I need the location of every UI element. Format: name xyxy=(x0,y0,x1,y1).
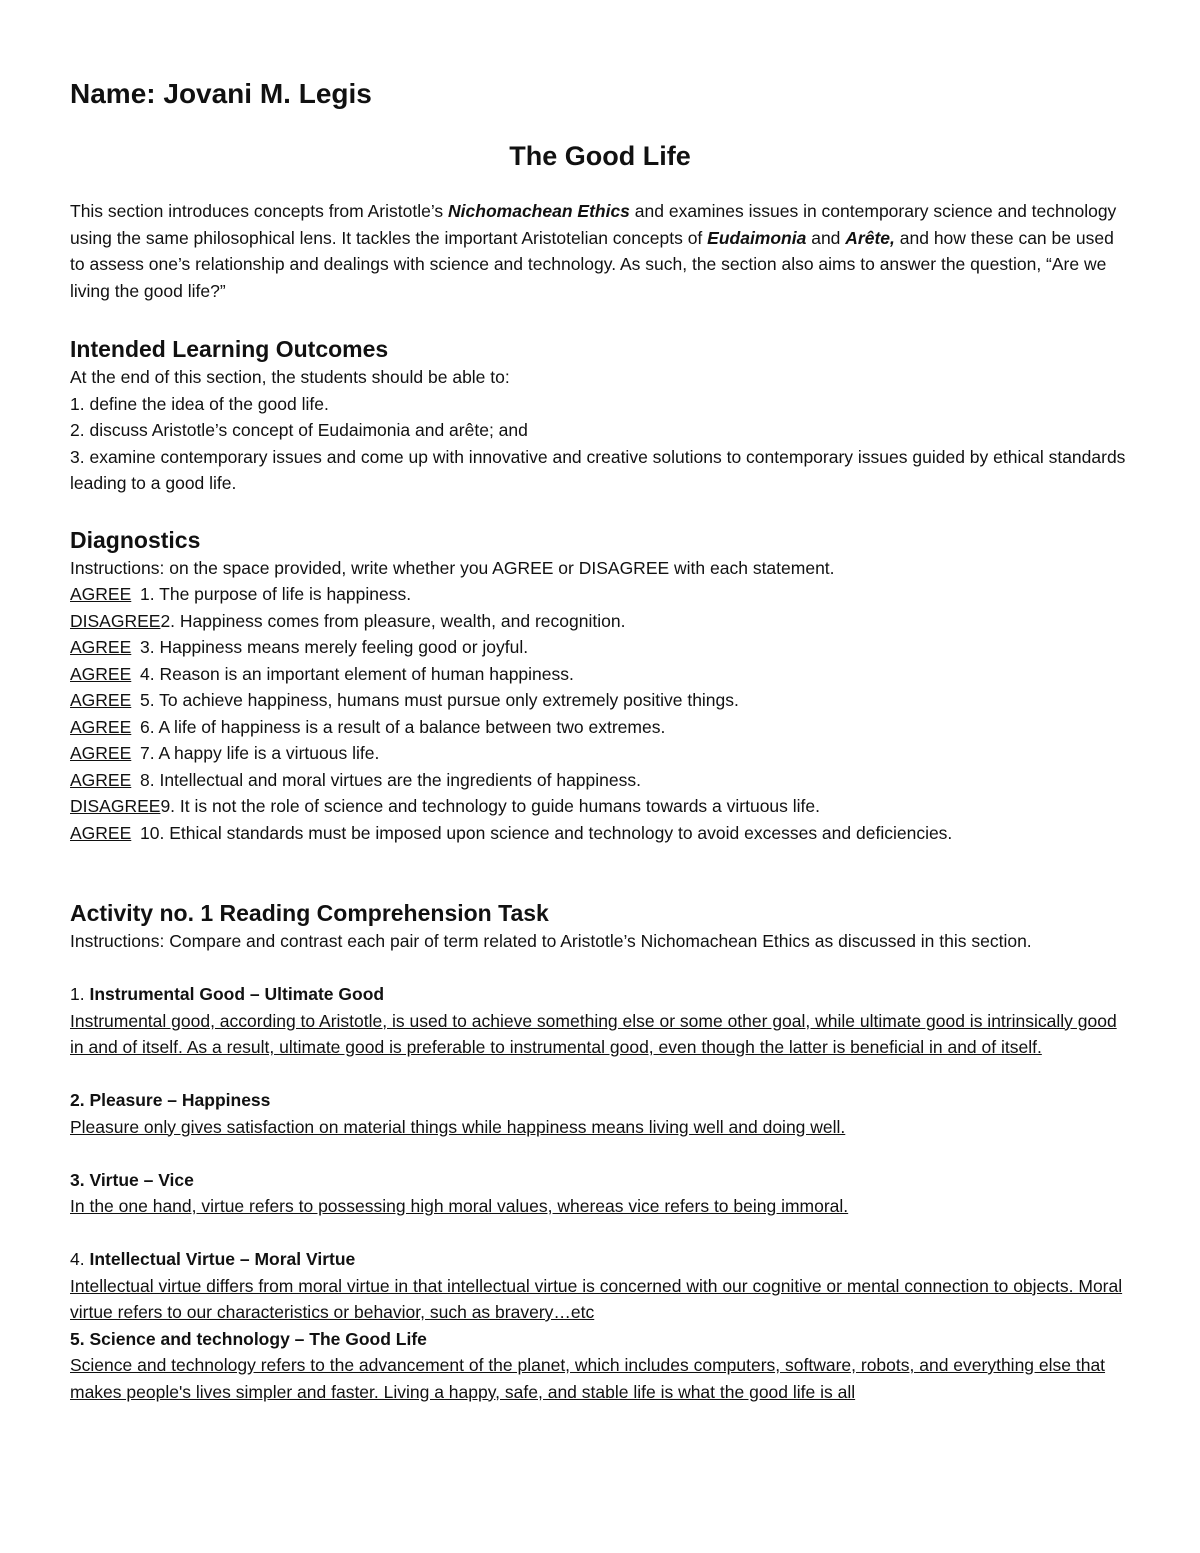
diagnostic-answer: AGREE xyxy=(70,716,132,737)
diagnostic-statement: 4. Reason is an important element of human happiness. xyxy=(140,663,574,684)
question-terms: Instrumental Good – Ultimate Good xyxy=(89,984,385,1004)
diagnostic-item xyxy=(70,793,1130,820)
outcomes-heading: Intended Learning Outcomes xyxy=(70,336,389,362)
activity-answer: Pleasure only gives satisfaction on material things while happiness means living well and doing well. xyxy=(70,1116,846,1137)
diagnostics-heading: Diagnostics xyxy=(70,526,201,553)
activity-heading: Activity no. 1 Reading Comprehension Task xyxy=(70,900,549,926)
diagnostic-answer: AGREE xyxy=(70,743,132,763)
diagnostic-statement: 10. Ethical standards must be imposed upon science and technology to avoid excesses and deficiencies. xyxy=(140,822,953,843)
spacer xyxy=(70,1061,1130,1088)
diagnostic-item xyxy=(70,661,1130,688)
student-name: Name: Jovani M. Legis xyxy=(70,78,372,109)
diagnostic-statement: 5. To achieve happiness, humans must pursue only extremely positive things. xyxy=(140,690,739,710)
spacer xyxy=(70,955,1130,982)
question-number: 3. xyxy=(70,1169,90,1190)
outcomes-lead: At the end of this section, the students should be able to: xyxy=(70,367,510,387)
outcome-item: 3. examine contemporary issues and come up with innovative and creative solutions to contemporary issues guided by ethical standards leading to a good life. xyxy=(70,446,1126,493)
outcomes-section xyxy=(70,334,1130,497)
diagnostic-item xyxy=(70,740,1130,767)
diagnostic-item xyxy=(70,634,1130,661)
question-number: 2. xyxy=(70,1090,90,1110)
diagnostic-answer: AGREE xyxy=(70,769,132,790)
activity-question xyxy=(70,1246,1130,1273)
document-title: The Good Life xyxy=(509,141,691,171)
intro-text-2: and examines issues in contemporary science and technology using the same philosophical lens. It tackles the important Aristotelian concepts of xyxy=(70,201,1117,248)
activity-answer: Science and technology refers to the advancement of the planet, which includes computers, software, robots, and everything else that makes people's lives simpler and faster. Living a happy, safe, and stable life is what the good life is all xyxy=(70,1355,1106,1402)
intro-paragraph xyxy=(70,198,1130,304)
activity-answer: Intellectual virtue differs from moral virtue in that intellectual virtue is concerned with our cognitive or mental connection to objects. Moral virtue refers to our characteristics or behavior, such as bravery…etc xyxy=(70,1275,1123,1322)
spacer xyxy=(70,1140,1130,1167)
diagnostic-item xyxy=(70,581,1130,608)
diagnostics-section xyxy=(70,525,1130,847)
intro-text-4: and how these can be used to assess one’s relationship and dealings with science and technology. As such, the section also aims to answer the question, “Are we living the good life?” xyxy=(70,227,1114,301)
outcome-item: 2. discuss Aristotle’s concept of Eudaimonia and arête; and xyxy=(70,420,528,440)
diagnostic-item xyxy=(70,687,1130,714)
question-terms: Virtue – Vice xyxy=(89,1169,194,1190)
diagnostic-answer: DISAGREE xyxy=(70,796,161,816)
diagnostic-answer: AGREE xyxy=(70,690,132,710)
activity-question xyxy=(70,1087,1130,1114)
diagnostic-answer: DISAGREE xyxy=(70,610,161,631)
outcome-item: 1. define the idea of the good life. xyxy=(70,393,329,414)
diagnostic-statement: 1. The purpose of life is happiness. xyxy=(140,584,412,604)
activity-list xyxy=(70,955,1130,1406)
question-terms: Pleasure – Happiness xyxy=(89,1090,271,1110)
question-number: 1. xyxy=(70,984,90,1004)
diagnostic-answer: AGREE xyxy=(70,637,132,657)
diagnostic-answer: AGREE xyxy=(70,822,132,843)
diagnostic-answer: AGREE xyxy=(70,584,132,604)
question-terms: Science and technology – The Good Life xyxy=(89,1328,427,1349)
diagnostic-statement: 3. Happiness means merely feeling good or joyful. xyxy=(140,637,529,657)
spacer xyxy=(70,1220,1130,1247)
document-page xyxy=(70,78,1130,1405)
activity-instructions: Instructions: Compare and contrast each pair of term related to Aristotle’s Nichomachean Ethics as discussed in this section. xyxy=(70,931,1032,951)
activity-question xyxy=(70,1167,1130,1194)
diagnostic-item xyxy=(70,714,1130,741)
diagnostic-statement: 7. A happy life is a virtuous life. xyxy=(140,743,380,763)
diagnostics-instructions: Instructions: on the space provided, write whether you AGREE or DISAGREE with each statement. xyxy=(70,557,835,578)
intro-book-title: Nichomachean Ethics xyxy=(448,201,630,221)
question-number: 5. xyxy=(70,1328,90,1349)
intro-term-eudaimonia: Eudaimonia xyxy=(707,227,807,248)
diagnostic-answer: AGREE xyxy=(70,663,132,684)
activity-question xyxy=(70,1326,1130,1353)
activity-answer: Instrumental good, according to Aristotle, is used to achieve something else or some other goal, while ultimate good is intrinsically good in and of itself. As a result, ultimate good is preferable to instrumental good, even though the latter is beneficial in and of itself. xyxy=(70,1010,1117,1057)
question-terms: Intellectual Virtue – Moral Virtue xyxy=(89,1249,356,1269)
diagnostic-item xyxy=(70,608,1130,635)
activity-answer: In the one hand, virtue refers to possessing high moral values, whereas vice refers to being immoral. xyxy=(70,1196,849,1216)
activity-question xyxy=(70,981,1130,1008)
question-number: 4. xyxy=(70,1249,90,1269)
diagnostic-statement: 6. A life of happiness is a result of a balance between two extremes. xyxy=(140,716,666,737)
intro-term-arete: Arête, xyxy=(845,227,895,248)
intro-text-3: and xyxy=(806,227,846,248)
diagnostic-statement: 9. It is not the role of science and technology to guide humans towards a virtuous life. xyxy=(160,796,821,816)
diagnostic-item xyxy=(70,767,1130,794)
diagnostic-statement: 8. Intellectual and moral virtues are the ingredients of happiness. xyxy=(140,769,641,790)
diagnostics-list xyxy=(70,581,1130,846)
diagnostic-statement: 2. Happiness comes from pleasure, wealth, and recognition. xyxy=(160,610,626,631)
activity-section xyxy=(70,898,1130,1405)
intro-text-1: This section introduces concepts from Aristotle’s xyxy=(70,201,449,221)
diagnostic-item xyxy=(70,820,1130,847)
